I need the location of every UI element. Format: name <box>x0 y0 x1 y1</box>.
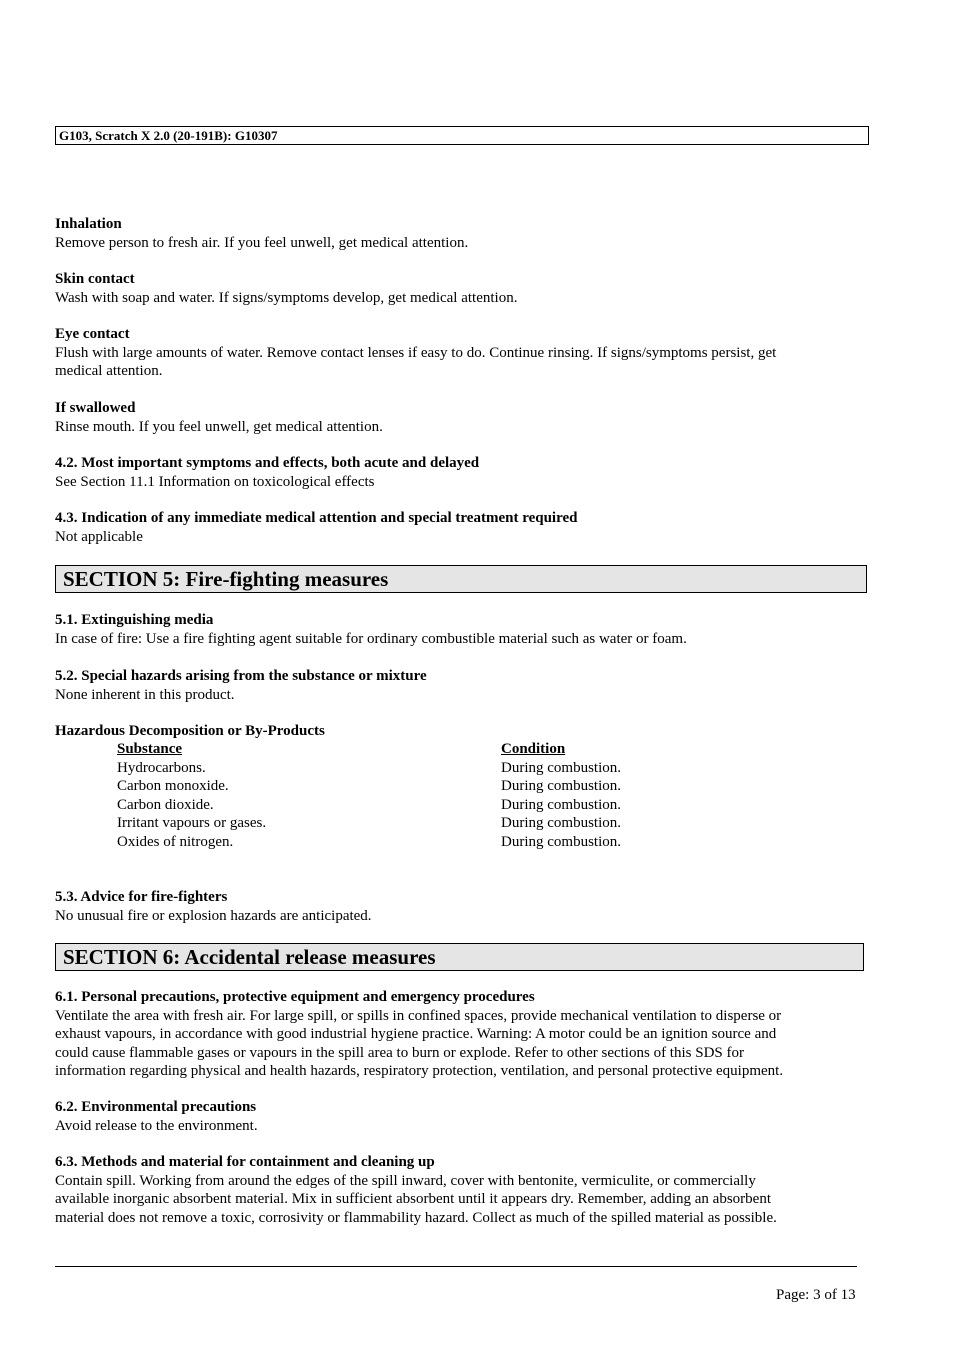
table-cell: Carbon monoxide. <box>117 778 229 794</box>
table-cell: During combustion. <box>501 815 621 831</box>
subsection-text: material does not remove a toxic, corrosivity or flammability hazard. Collect as much of the spilled material as possible. <box>55 1209 777 1226</box>
subsection-text: Remove person to fresh air. If you feel unwell, get medical attention. <box>55 234 469 251</box>
subsection-heading: 5.1. Extinguishing media <box>55 612 214 628</box>
environmental-precautions-block <box>55 1098 855 1135</box>
subsection-heading: Inhalation <box>55 216 122 232</box>
subsection-heading: 4.3. Indication of any immediate medical attention and special treatment required <box>55 510 578 526</box>
subsection-text: information regarding physical and health hazards, respiratory protection, ventilation, and personal protective equipment. <box>55 1063 784 1079</box>
subsection-heading: Eye contact <box>55 326 130 342</box>
subsection-text: Flush with large amounts of water. Remove contact lenses if easy to do. Continue rinsing. If signs/symptoms persist, get <box>55 344 777 361</box>
condition-column <box>501 740 621 851</box>
subsection-text: Wash with soap and water. If signs/symptoms develop, get medical attention. <box>55 289 518 306</box>
subsection-text: Ventilate the area with fresh air. For large spill, or spills in confined spaces, provide mechanical ventilation to disperse or <box>55 1007 782 1024</box>
subsection-text: Not applicable <box>55 528 143 545</box>
subsection-heading: 6.3. Methods and material for containment and cleaning up <box>55 1154 435 1170</box>
subsection-text: Rinse mouth. If you feel unwell, get medical attention. <box>55 418 383 435</box>
subsection-text: available inorganic absorbent material. Mix in sufficient absorbent until it appears dry. Remember, adding an absorbent <box>55 1191 771 1207</box>
special-hazards-block <box>55 667 855 704</box>
hazardous-decomposition-heading: Hazardous Decomposition or By-Products <box>55 723 325 739</box>
subsection-heading: If swallowed <box>55 400 136 416</box>
column-header: Condition <box>501 741 566 757</box>
table-cell: Oxides of nitrogen. <box>117 833 234 850</box>
table-cell: Hydrocarbons. <box>117 759 206 776</box>
section-6-title: SECTION 6: Accidental release measures <box>55 943 864 971</box>
subsection-text: medical attention. <box>55 363 163 379</box>
page-number: Page: 3 of 13 <box>776 1287 856 1303</box>
subsection-text: exhaust vapours, in accordance with good industrial hygiene practice. Warning: A motor could be an ignition source and <box>55 1026 777 1042</box>
substance-column <box>117 740 266 851</box>
eye-contact-block <box>55 325 855 381</box>
table-cell: During combustion. <box>501 759 621 776</box>
subsection-text: No unusual fire or explosion hazards are anticipated. <box>55 907 372 924</box>
subsection-heading: Skin contact <box>55 271 135 287</box>
subsection-heading: 5.3. Advice for fire-fighters <box>55 889 228 905</box>
subsection-text: See Section 11.1 Information on toxicological effects <box>55 473 375 490</box>
column-header: Substance <box>117 741 183 757</box>
medical-attention-block <box>55 509 855 546</box>
containment-block <box>55 1153 875 1227</box>
subsection-heading: 4.2. Most important symptoms and effects, both acute and delayed <box>55 455 480 471</box>
symptoms-block <box>55 454 855 491</box>
table-cell: Carbon dioxide. <box>117 796 214 813</box>
subsection-heading: 6.1. Personal precautions, protective equipment and emergency procedures <box>55 989 535 1005</box>
personal-precautions-block <box>55 988 875 1081</box>
footer-divider <box>55 1266 857 1267</box>
subsection-heading: 5.2. Special hazards arising from the substance or mixture <box>55 668 427 684</box>
table-cell: During combustion. <box>501 796 621 813</box>
table-cell: During combustion. <box>501 778 621 794</box>
document-header: G103, Scratch X 2.0 (20-191B): G10307 <box>55 126 869 145</box>
subsection-heading: 6.2. Environmental precautions <box>55 1099 257 1115</box>
inhalation-block <box>55 215 855 252</box>
subsection-text: could cause flammable gases or vapours in the spill area to burn or explode. Refer to other sections of this SDS for <box>55 1044 744 1061</box>
subsection-text: In case of fire: Use a fire fighting agent suitable for ordinary combustible material such as water or foam. <box>55 630 687 647</box>
advice-firefighters-block <box>55 888 855 925</box>
table-cell: During combustion. <box>501 833 621 850</box>
table-cell: Irritant vapours or gases. <box>117 815 267 831</box>
if-swallowed-block <box>55 399 855 436</box>
extinguishing-media-block <box>55 611 855 648</box>
subsection-text: None inherent in this product. <box>55 686 235 703</box>
subsection-text: Avoid release to the environment. <box>55 1117 258 1134</box>
skin-contact-block <box>55 270 855 307</box>
section-5-title: SECTION 5: Fire-fighting measures <box>55 565 867 593</box>
subsection-text: Contain spill. Working from around the edges of the spill inward, cover with bentonite, vermiculite, or commercially <box>55 1172 756 1189</box>
